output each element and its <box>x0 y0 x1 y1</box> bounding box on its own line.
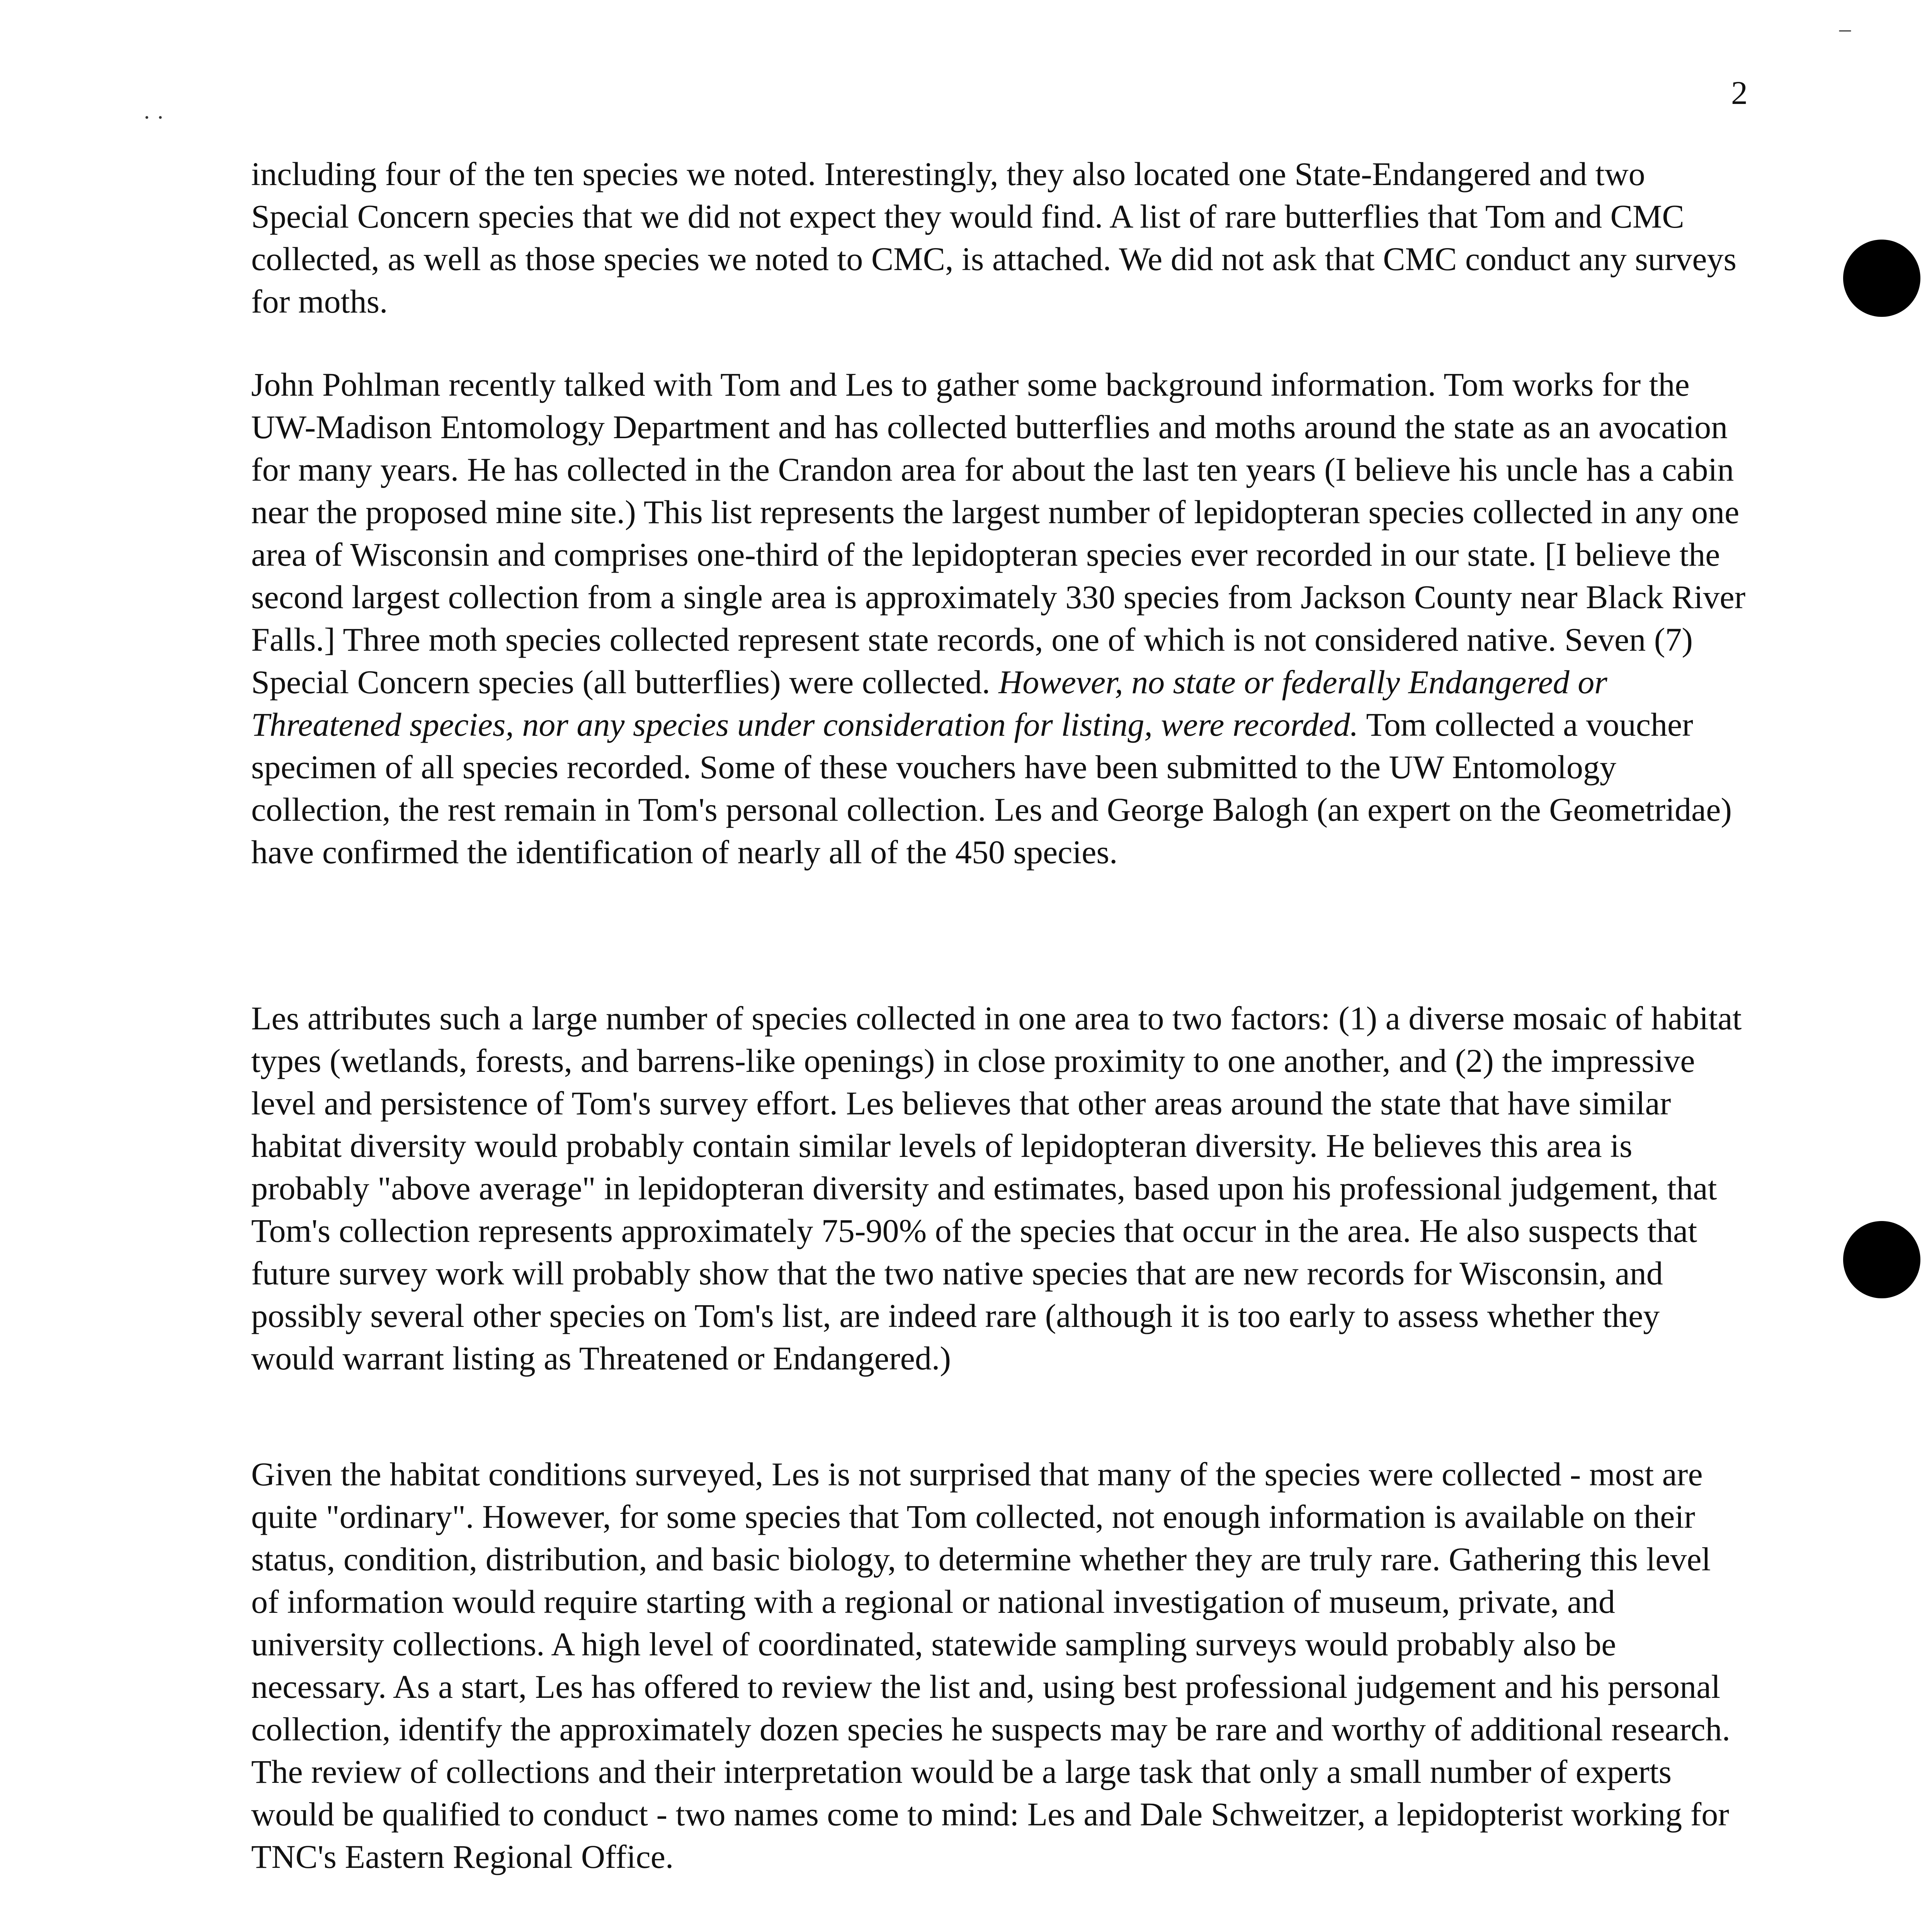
scan-mark: – <box>1839 16 1851 41</box>
punch-hole <box>1843 1221 1920 1298</box>
paragraph-3: Les attributes such a large number of species collected in one area to two factors: (1) a diverse mosaic of habitat types (wetlands, forests, and barrens-like openings) in close proximity to one another, and (2) the impressive level and persistence of Tom's survey effort. Les believes that other areas around the state that have similar habitat diversity would probably contain similar levels of lepidopteran diversity. He believes this area is probably "above average" in lepidopteran diversity and estimates, based upon his professional judgement, that Tom's collection represents approximately 75-90% of the species that occur in the area. He also suspects that future survey work will probably show that the two native species that are new records for Wisconsin, and possibly several other species on Tom's list, are indeed rare (although it is too early to assess whether they would warrant listing as Threatened or Endangered.) <box>251 1000 1742 1377</box>
scan-mark: · · <box>143 105 164 130</box>
page-number: 2 <box>1731 74 1748 111</box>
paragraph-4: Given the habitat conditions surveyed, Les is not surprised that many of the species were collected - most are quite "ordinary". However, for some species that Tom collected, not enough information is available on their status, condition, distribution, and basic biology, to determine whether they are truly rare. Gathering this level of information would require starting with a regional or national investigation of museum, private, and university collections. A high level of coordinated, statewide sampling surveys would probably also be necessary. As a start, Les has offered to review the list and, using best professional judgement and his personal collection, identify the approximately dozen species he suspects may be rare and worthy of additional research. The review of collections and their interpretation would be a large task that only a small number of experts would be qualified to conduct - two names come to mind: Les and Dale Schweitzer, a lepidopterist working for TNC's Eastern Regional Office. <box>251 1456 1731 1875</box>
paragraph-2-part-b: Tom collected a voucher specimen of all species recorded. Some of these vouchers have been submitted to the UW Entomology collection, the rest remain in Tom's personal collection. Les and George Balogh (an expert on the Geometridae) have confirmed the identification of nearly all of the 450 species. <box>251 706 1732 871</box>
paragraph-factors <box>251 997 1747 1379</box>
paragraph-2-italic: However, no state or federally Endangered or Threatened species, nor any species under consideration for listing, were recorded. <box>251 663 1607 743</box>
paragraph-intro <box>251 153 1747 323</box>
paragraph-background <box>251 363 1747 873</box>
paragraph-2-part-a: John Pohlman recently talked with Tom and Les to gather some background information. Tom works for the UW-Madison Entomology Department and has collected butterflies and moths around the state as an avocation for many years. He has collected in the Crandon area for about the last ten years (I believe his uncle has a cabin near the proposed mine site.) This list represents the largest number of lepidopteran species collected in any one area of Wisconsin and comprises one-third of the lepidopteran species ever recorded in our state. [I believe the second largest collection from a single area is approximately 330 species from Jackson County near Black River Falls.] Three moth species collected represent state records, one of which is not considered native. Seven (7) Special Concern species (all butterflies) were collected. <box>251 366 1746 701</box>
paragraph-habitat <box>251 1453 1747 1878</box>
punch-hole <box>1843 240 1920 317</box>
paragraph-1: including four of the ten species we noted. Interestingly, they also located one State-Endangered and two Special Concern species that we did not expect they would find. A list of rare butterflies that Tom and CMC collected, as well as those species we noted to CMC, is attached. We did not ask that CMC conduct any surveys for moths. <box>251 155 1736 320</box>
paragraph-2 <box>251 363 1747 873</box>
